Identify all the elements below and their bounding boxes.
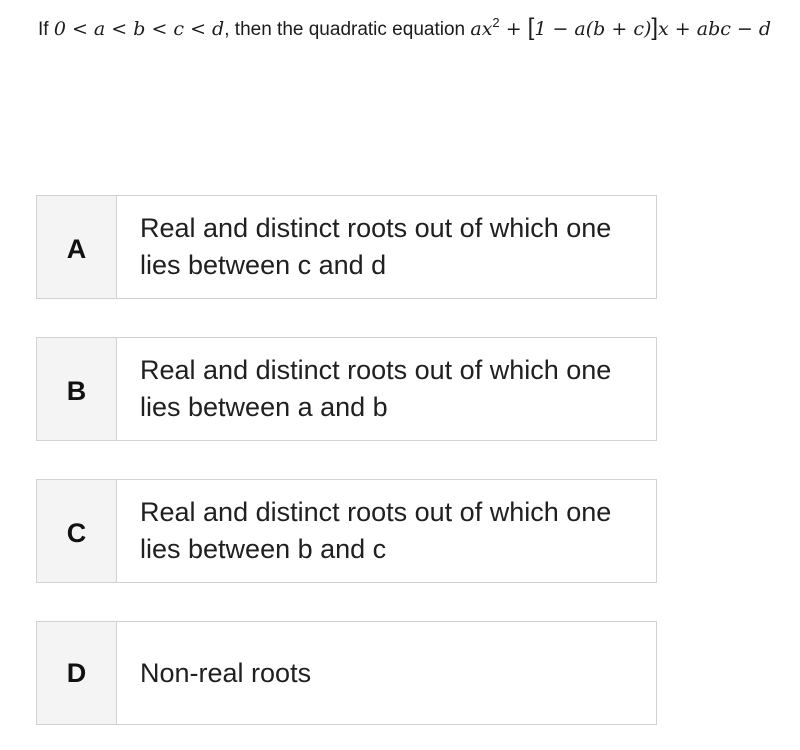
option-d-text: Non-real roots [140, 657, 312, 688]
question-prefix: If [38, 19, 54, 40]
equation-right-bracket: ] [651, 14, 659, 41]
equation-exponent: 2 [492, 15, 500, 30]
question-condition: 0 < a < b < c < d [53, 18, 225, 40]
equation-tail: x + abc − d [658, 18, 772, 40]
option-a[interactable] [36, 195, 657, 299]
question-middle: , then the quadratic equation [224, 19, 471, 40]
option-a-letter: A [37, 196, 117, 298]
option-b-text: Real and distinct roots out of which one lies between a and b [140, 355, 612, 422]
option-b[interactable] [36, 337, 657, 441]
equation-inner: 1 − a(b + c) [534, 18, 652, 40]
option-c[interactable] [36, 479, 657, 583]
option-d[interactable] [36, 621, 657, 725]
equation-left-bracket: [ [527, 14, 535, 41]
option-c-letter: C [37, 480, 117, 582]
option-d-letter: D [37, 622, 117, 724]
equation-plus: + [499, 18, 528, 40]
question-text [38, 14, 771, 44]
option-b-letter: B [37, 338, 117, 440]
option-c-text: Real and distinct roots out of which one lies between b and c [140, 497, 612, 564]
option-a-text: Real and distinct roots out of which one lies between c and d [140, 213, 612, 280]
equation-ax: ax [470, 18, 493, 40]
answer-options [36, 195, 657, 725]
